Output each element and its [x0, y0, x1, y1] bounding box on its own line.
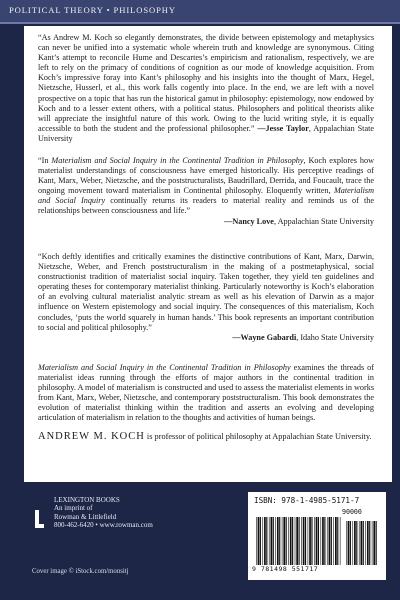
barcode-bar	[373, 521, 375, 565]
barcode-bar	[311, 517, 312, 565]
barcode-bar	[264, 517, 266, 565]
barcode-bar	[279, 517, 280, 565]
quote-3-author: —Wayne Gabardi	[232, 332, 297, 342]
endorsement-quote-3	[38, 252, 374, 343]
barcode-bar	[269, 517, 270, 565]
barcode-bar	[376, 521, 377, 565]
barcode-bar	[331, 517, 332, 565]
barcode-bar	[354, 521, 356, 565]
quote-3-affiliation: , Idaho State University	[296, 332, 374, 342]
barcode-bar	[266, 517, 267, 565]
barcode-bar	[286, 517, 287, 565]
publisher-info	[54, 496, 153, 530]
book-description	[38, 363, 374, 424]
description-body: examines the threads of materialist ideas running through the efforts of major authors in the continental tradition in philosophy. A model of materialism is constructed and used to assess the materialist elements in works from Kant, Marx, Weber, Nietzsche, and contemporary poststructuralism. This book demonstrates the evolution of materialist thinking within the tradition and asserts an evolving and developing articulation of materialism in relation to the thoughts and activities of human beings.	[38, 363, 375, 423]
barcode-bar	[346, 521, 347, 565]
quote-3-attribution	[38, 333, 374, 343]
category-bar	[0, 0, 400, 22]
quote-2-text-a: “In	[38, 156, 52, 165]
barcode-bar	[271, 517, 273, 565]
quote-2-text-b: , Koch explores how materialist understandings of consciousness have emerged historically. His perceptive readings of Kant, Marx, Weber, Nietzsche, and the poststructuralists, Baudrillard, Derrida, and Foucault, trace the ongoing movement toward materialism in Continental philosophy. Eloquently written,	[38, 156, 374, 196]
barcode-bar	[258, 517, 260, 565]
barcode-bar	[329, 517, 331, 565]
barcode-bar	[324, 517, 325, 565]
barcode-bars	[254, 517, 380, 565]
barcode-bar	[335, 517, 337, 565]
barcode-bar	[369, 521, 370, 565]
publisher-contact: 800-462-6420 • www.rowman.com	[54, 521, 153, 530]
barcode-bar	[350, 521, 351, 565]
barcode-bar	[321, 517, 322, 565]
category-label: POLITICAL THEORY • PHILOSOPHY	[9, 5, 177, 15]
barcode-bar	[308, 517, 309, 565]
header-divider	[0, 22, 400, 24]
barcode-bar	[275, 517, 276, 565]
barcode-bar	[348, 521, 350, 565]
barcode-bar	[305, 517, 306, 565]
endorsement-quote-1	[38, 33, 374, 144]
author-bio	[38, 432, 374, 443]
quote-1-text: “As Andrew M. Koch so elegantly demonstrates, the divide between epistemology and metaphysics can never be unified into a systematic whole wherein truth and knowledge are synonymous. Citing Kant’s attempt to reconcile Hume and Descartes’s empiricism and rationalism, respectively, we are left to rely on the primacy of conditions of cognition as our mode of knowledge acquisition. From Koch’s impressive foray into Kant’s philosophy and his insights into the thought of Marx, Hegel, Nietzsche, Husserl, et al., this work falls cogently into place. In the end, we are left with a novel prospective on a topic that has run the historical gamut in philosophy: epistemology, now endowed by Koch and to a lesser extent others, with a political status. Philosophers and political theorists alike will appreciate the insightful nature of this work. Owing to the lucid writing style, it is equally accessible to both the student and the professional philosopher.”	[38, 33, 374, 133]
publisher-imprint-line: An imprint of	[54, 504, 93, 513]
barcode-bar	[352, 521, 353, 565]
barcode-bar	[337, 517, 338, 565]
price-addon-label: 90000	[342, 508, 362, 516]
quote-2-author: —Nancy Love	[224, 216, 274, 226]
publisher-name: LEXINGTON BOOKS	[54, 496, 120, 504]
quote-2-attribution	[38, 217, 374, 227]
barcode-bar	[314, 517, 315, 565]
barcode-bar	[309, 517, 311, 565]
barcode-bar	[316, 517, 318, 565]
cover-credit: Cover image © iStock.com/monsitj	[32, 568, 129, 575]
author-bio-text: is professor of political philosophy at Appalachian State University.	[144, 432, 372, 441]
barcode-bar	[303, 517, 305, 565]
endorsement-quote-2	[38, 156, 374, 227]
barcode-bar	[356, 521, 357, 565]
quote-2-affiliation: , Appalachian State University	[273, 216, 374, 226]
barcode-bar	[301, 517, 302, 565]
barcode-bar	[361, 521, 363, 565]
barcode-bar	[318, 517, 319, 565]
quote-2-short-title: Materialism and Social Inquiry	[38, 186, 374, 206]
quote-1-affiliation: , Appalachian State University	[38, 123, 374, 143]
quote-2-text-c: continually returns its readers to material reality and reminds us of the relationships between consciousness and life.”	[38, 196, 374, 216]
barcode-bar	[322, 517, 324, 565]
isbn-label: ISBN: 978-1-4985-5171-7	[254, 496, 360, 505]
barcode-bar	[262, 517, 263, 565]
barcode-bar	[340, 517, 341, 565]
barcode-bar	[260, 517, 261, 565]
barcode-bar	[288, 517, 289, 565]
quote-1-author: —Jesse Taylor	[257, 123, 309, 133]
barcode-bar	[299, 517, 300, 565]
quote-2-title-italic: Materialism and Social Inquiry in the Continental Tradition in Philosophy	[51, 156, 304, 165]
quote-3-text: “Koch deftly identifies and critically examines the distinctive contributions of Kant, Marx, Darwin, Nietzsche, Weber, and French poststructuralism in the making of a postmetaphysical, social constructionist tradition of materialist social inquiry. Taken together, they yield ten guidelines and operating theses for contemporary materialist thinking. Particularly noteworthy is Koch’s elaboration of an evolving cultural materialist analytic stream as well as his elevation of Darwin as a major influence on Western epistemology and social inquiry. The consequences of this materialism, Koch concludes, ‘puts the world squarely in human hands.’ This book represents an important contribution to social and political philosophy.”	[38, 252, 374, 332]
barcode-bar	[365, 521, 366, 565]
barcode-bar	[290, 517, 292, 565]
barcode-bar	[292, 517, 293, 565]
barcode-bar	[296, 517, 298, 565]
barcode-bar	[282, 517, 283, 565]
barcode-bar	[359, 521, 360, 565]
isbn-barcode	[248, 492, 386, 580]
barcode-bar	[327, 517, 328, 565]
barcode-digits: 9 781498 551717	[252, 565, 319, 573]
barcode-bar	[256, 517, 257, 565]
description-title: Materialism and Social Inquiry in the Continental Tradition in Philosophy	[38, 363, 291, 372]
publisher-parent: Rowman & Littlefield	[54, 512, 117, 521]
author-name: ANDREW M. KOCH	[38, 431, 145, 442]
barcode-bar	[283, 517, 285, 565]
barcode-bar	[333, 517, 334, 565]
barcode-bar	[273, 517, 274, 565]
barcode-bar	[363, 521, 364, 565]
barcode-bar	[277, 517, 279, 565]
barcode-bar	[372, 521, 373, 565]
barcode-bar	[295, 517, 296, 565]
publisher-logo-icon	[32, 496, 46, 538]
barcode-bar	[367, 521, 369, 565]
